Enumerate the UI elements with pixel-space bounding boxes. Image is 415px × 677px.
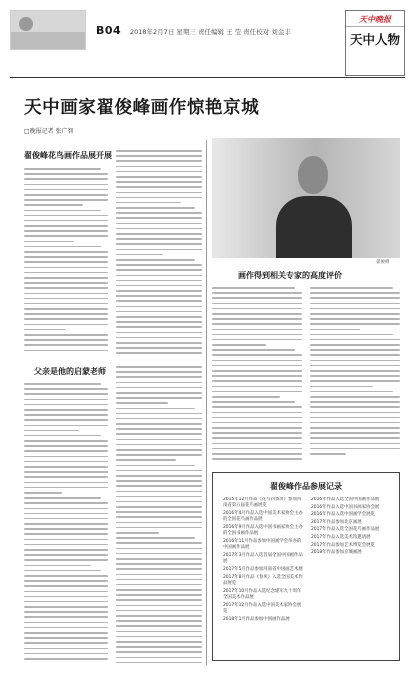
section-title-exhibition: 翟俊峰花鸟画作品展开展 <box>24 150 112 160</box>
section-title-evaluation: 画作得到相关专家的高度评价 <box>238 270 342 280</box>
section-title-father: 父亲是他的启蒙老师 <box>34 366 106 376</box>
exhibition-record-item: 2016年11月作品参加中国画学会举办的中国画作品展 <box>223 539 302 551</box>
exhibition-record-item: 2017年3月作品入选首届全国中国画作品展 <box>223 553 303 565</box>
exhibition-record-item: 2017年12月作品入选中国美术家协会展览 <box>223 602 302 614</box>
exhibition-record-item: 2017年作品入选美术馆邀请展 <box>311 534 371 540</box>
newspaper-logo: 天中晚报 <box>346 11 404 27</box>
exhibition-record-item: 2016年4月作品入选中国美术家协会主办的全国花鸟画作品展 <box>223 511 303 523</box>
exhibition-record-item: 2018年1月作品参加中国画作品展 <box>223 616 290 622</box>
column-brand <box>345 10 405 76</box>
exhibition-record-list-right <box>311 497 391 655</box>
article-byline: □晚报记者 张广智 <box>24 128 74 135</box>
page-number: B04 <box>96 24 122 37</box>
page-header <box>10 10 405 78</box>
exhibition-record-box <box>212 472 400 661</box>
text-column-3a <box>212 287 302 465</box>
exhibition-record-item: 2017年作品入选全国花鸟画作品展 <box>311 527 380 533</box>
masthead-mark-icon <box>19 17 33 31</box>
exhibition-record-item: 2017年作品参加北京画展 <box>311 519 362 525</box>
article-headline: 天中画家翟俊峰画作惊艳京城 <box>24 98 260 118</box>
exhibition-record-item: 2017年5月作品参加河南省中国画艺术展 <box>223 567 303 572</box>
issue-meta: 2018年2月7日 星期三 责任编辑 王 莹 责任校对 刘金丰 <box>130 28 291 36</box>
exhibition-record-item: 2016年作品入选中国画学会展览 <box>311 512 375 518</box>
portrait-photo <box>212 138 400 258</box>
photo-caption: 翟俊峰 <box>376 260 390 265</box>
text-column-1b <box>116 150 202 356</box>
exhibition-record-item: 2017年作品参加艺术博览会展览 <box>311 542 375 548</box>
exhibition-record-item: 2015年12月作品《花鸟四条屏》参加河南省第五届花鸟画展览 <box>223 497 302 509</box>
exhibition-record-list-left <box>223 497 303 655</box>
exhibition-record-item: 2016年9月作品入选中国书画家协会主办的全国书画作品展 <box>223 525 303 537</box>
column-name: 天中人物 <box>349 32 400 47</box>
exhibition-record-item: 2017年10月作品入选纪念建军九十周年全国美术作品展 <box>223 588 302 600</box>
text-column-2b <box>116 366 202 665</box>
masthead-land <box>11 32 85 49</box>
column-divider <box>206 140 207 665</box>
exhibition-record-item: 2016年作品入选中国书画家协会展 <box>311 504 380 510</box>
photo-person-body <box>276 196 352 258</box>
text-column-3b <box>310 287 400 465</box>
exhibition-record-item: 2017年8月作品《春风》入选全国美术作品展览 <box>223 574 303 586</box>
text-column-2a <box>24 383 108 665</box>
text-column-1a <box>24 168 108 356</box>
exhibition-record-item: 2018年作品参加京城画展 <box>311 550 362 556</box>
exhibition-record-item: 2016年作品入选全国中国画作品展 <box>311 497 380 502</box>
exhibition-record-title: 翟俊峰作品参展记录 <box>270 481 342 491</box>
photo-person-head <box>298 156 328 194</box>
masthead-image <box>10 10 86 50</box>
